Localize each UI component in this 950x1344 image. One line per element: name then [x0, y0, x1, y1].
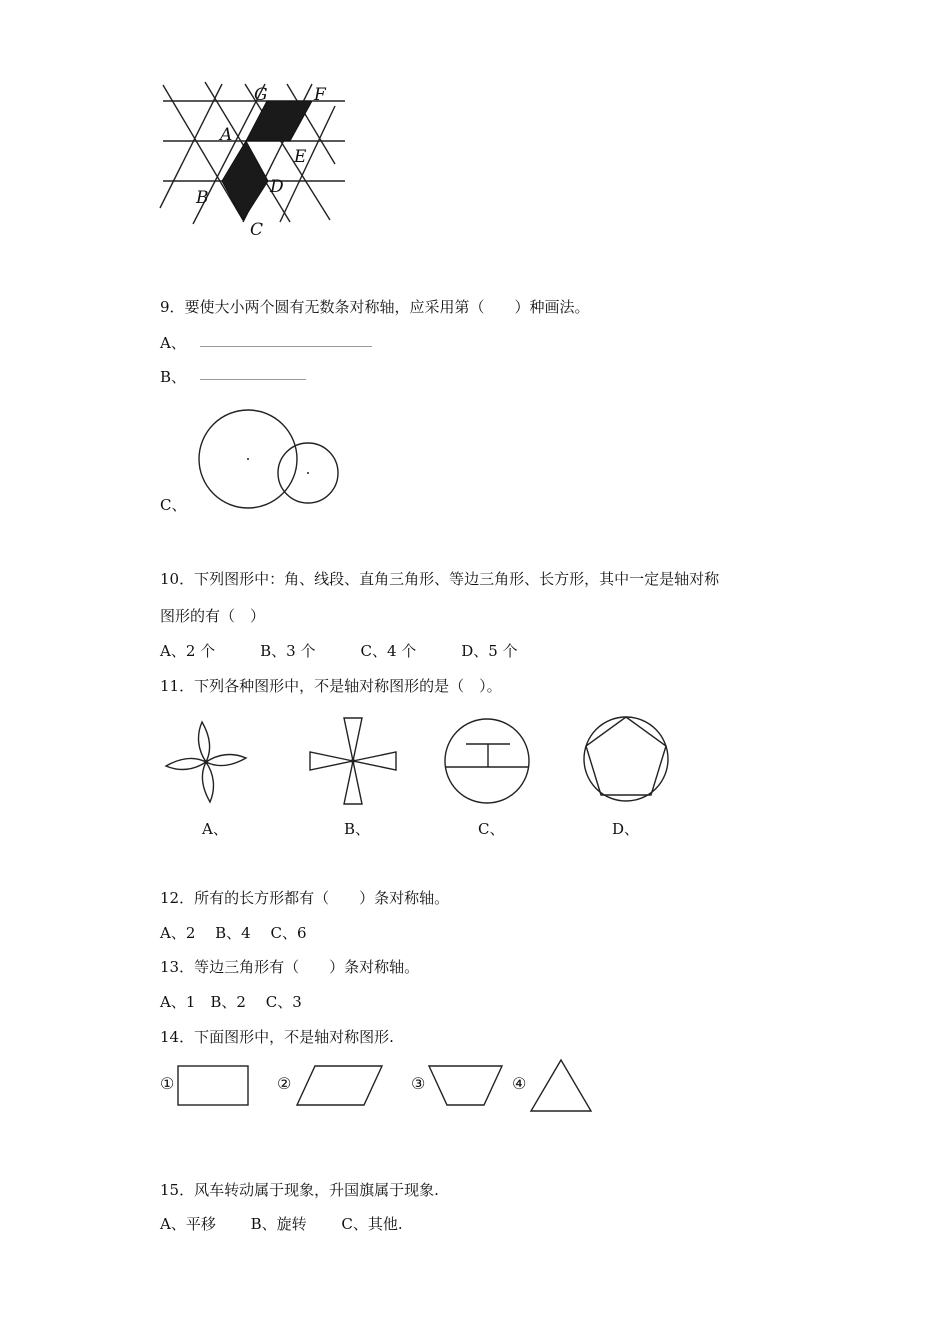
q10-question-line2: 图形的有（ ）	[160, 607, 266, 625]
q14-marker-2: ②	[277, 1074, 292, 1093]
q9-option-b-label: B、	[160, 368, 187, 386]
q11-label-b: B、	[344, 820, 371, 838]
label-g: G	[254, 85, 268, 105]
q14-parallelogram	[297, 1066, 382, 1105]
q11-question: 11．下列各种图形中，不是轴对称图形的是（ ）。	[160, 677, 502, 695]
q15-question: 15．风车转动属于现象，升国旗属于现象.	[160, 1181, 439, 1199]
q12-question: 12．所有的长方形都有（ ）条对称轴。	[160, 889, 450, 907]
q11-label-a: A、	[202, 820, 228, 838]
label-b: B	[196, 188, 209, 208]
label-e: E	[294, 147, 307, 167]
q13-options: A、1 B、2 C、3	[160, 993, 302, 1011]
q11-label-c: C、	[478, 820, 505, 838]
q9-option-a-label: A、	[160, 334, 186, 352]
q9-question: 9．要使大小两个圆有无数条对称轴，应采用第（ ）种画法。	[160, 298, 590, 316]
label-c: C	[250, 220, 264, 240]
q14-rectangle	[178, 1066, 248, 1105]
q15-options: A、平移 B、旋转 C、其他.	[160, 1215, 403, 1233]
q13-question: 13．等边三角形有（ ）条对称轴。	[160, 958, 420, 976]
q10-options: A、2 个 B、3 个 C、4 个 D、5 个	[160, 642, 518, 660]
q14-marker-4: ④	[512, 1074, 527, 1093]
q14-triangle	[531, 1060, 591, 1111]
q11-label-d: D、	[612, 820, 640, 838]
q14-trapezoid	[429, 1066, 502, 1105]
q14-question: 14．下面图形中，不是轴对称图形.	[160, 1028, 394, 1046]
label-f: F	[314, 85, 326, 105]
q10-question-line1: 10．下列图形中：角、线段、直角三角形、等边三角形、长方形，其中一定是轴对称	[160, 570, 720, 588]
label-a: A	[220, 125, 233, 145]
q14-marker-1: ①	[160, 1074, 175, 1093]
q14-marker-3: ③	[411, 1074, 426, 1093]
label-d: D	[270, 177, 284, 197]
q12-options: A、2 B、4 C、6	[160, 924, 307, 942]
q9-option-c-label: C、	[160, 496, 187, 514]
